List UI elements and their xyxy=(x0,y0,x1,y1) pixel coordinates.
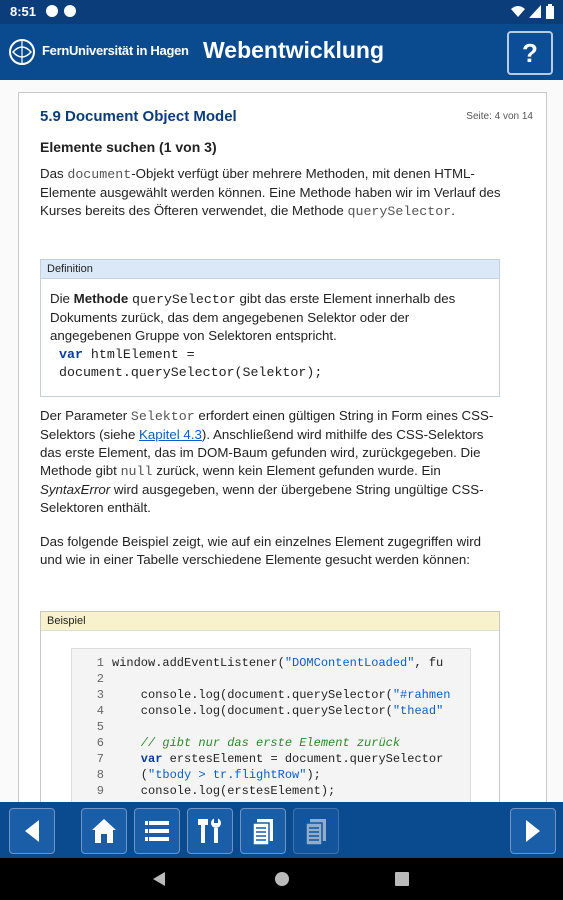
code-text: erstesElement = document.querySelector xyxy=(162,752,444,766)
notification-icon-2 xyxy=(64,5,76,17)
list-icon xyxy=(142,816,172,846)
definition-code-word: querySelector xyxy=(132,292,236,307)
param-text-2: erfordert einen gültigen String in Form eines CSS-Selektors (siehe xyxy=(40,408,494,442)
tools-button[interactable] xyxy=(187,808,233,854)
code-string: "thead" xyxy=(392,704,444,718)
content-heading: Elemente suchen (1 von 3) xyxy=(40,139,217,155)
code-text: window.addEventListener( xyxy=(112,656,285,670)
chapter-link[interactable]: Kapitel 4.3 xyxy=(139,427,202,442)
pages-icon xyxy=(248,816,278,846)
line-number: 3 xyxy=(96,688,104,702)
definition-code-line-1: htmlElement = xyxy=(82,347,195,362)
code-panel[interactable] xyxy=(71,648,471,808)
param-text-1: Der Parameter xyxy=(40,408,131,423)
code-text: , fu xyxy=(414,656,444,670)
definition-box xyxy=(40,259,500,397)
brand-name: FernUniversität in Hagen xyxy=(42,43,189,58)
param-code-selektor: Selektor xyxy=(130,409,195,424)
code-line xyxy=(72,751,471,767)
intro-text-1: Das xyxy=(40,166,68,181)
pages-button[interactable] xyxy=(240,808,286,854)
tools-icon xyxy=(195,816,225,846)
code-string: "DOMContentLoaded" xyxy=(284,656,415,670)
definition-text xyxy=(50,290,490,345)
code-line xyxy=(72,783,471,799)
code-string: "tbody > tr.flightRow" xyxy=(148,768,307,782)
code-comment: // gibt nur das erste Element zurück xyxy=(112,736,401,750)
wifi-icon xyxy=(511,5,525,18)
battery-icon xyxy=(546,4,554,19)
fernuni-logo-icon xyxy=(8,38,36,66)
line-number: 9 xyxy=(96,784,104,798)
content-card xyxy=(18,92,547,808)
definition-code-line-2: document.querySelector(Selektor); xyxy=(59,365,323,380)
intro-text-3: . xyxy=(451,203,455,218)
status-bar xyxy=(0,0,563,24)
arrow-right-icon xyxy=(518,816,548,846)
intro-paragraph xyxy=(40,165,505,221)
example-box xyxy=(40,611,500,808)
back-button[interactable] xyxy=(9,808,55,854)
param-code-null: null xyxy=(120,464,153,479)
contents-button[interactable] xyxy=(134,808,180,854)
system-back-icon[interactable] xyxy=(152,871,166,887)
code-text: console.log(document.querySelector( xyxy=(112,704,393,718)
line-number: 5 xyxy=(96,720,104,734)
definition-label: Definition xyxy=(41,260,499,279)
example-label: Beispiel xyxy=(41,612,499,631)
pages-icon xyxy=(301,816,331,846)
system-home-icon[interactable] xyxy=(274,871,290,887)
line-number: 1 xyxy=(96,656,104,670)
code-text: console.log(erstesElement); xyxy=(112,784,336,798)
code-line xyxy=(72,687,471,703)
app-bar xyxy=(0,24,563,80)
bottom-nav xyxy=(0,802,563,858)
line-number: 7 xyxy=(96,752,104,766)
intro-code-queryselector: querySelector xyxy=(347,204,452,219)
code-keyword: var xyxy=(112,752,163,766)
line-number: 8 xyxy=(96,768,104,782)
line-number: 4 xyxy=(96,704,104,718)
notification-icon xyxy=(46,5,58,17)
code-keyword-var: var xyxy=(59,347,83,362)
section-title: 5.9 Document Object Model xyxy=(40,108,237,125)
param-text-4: zurück, wenn kein Element gefunden wurde. Ein xyxy=(152,463,441,478)
definition-prefix: Die xyxy=(50,291,74,306)
code-line xyxy=(72,767,471,783)
code-string: "#rahmen xyxy=(392,688,451,702)
home-button[interactable] xyxy=(81,808,127,854)
forward-button[interactable] xyxy=(510,808,556,854)
example-intro: Das folgende Beispiel zeigt, wie auf ein einzelnes Element zugegriffen wird und wie in einer Tabelle verschiedene Elemente gesucht werden können: xyxy=(40,534,482,567)
param-syntaxerror: SyntaxError xyxy=(40,482,111,497)
param-paragraph xyxy=(40,407,505,517)
page-indicator: Seite: 4 von 14 xyxy=(466,111,533,122)
intro-code-document: document xyxy=(67,167,132,182)
code-text: console.log(document.querySelector( xyxy=(112,688,393,702)
app-title: Webentwicklung xyxy=(203,37,385,63)
code-line xyxy=(72,703,471,719)
intro-text-2: -Objekt verfügt über mehrere Methoden, mit denen HTML-Elemente ausgewählt werden können. Eine Methode haben wir im Verlauf des Kurses bereits des Öfteren verwendet, die Methode xyxy=(40,166,501,218)
code-text: ( xyxy=(112,768,149,782)
line-number: 6 xyxy=(96,736,104,750)
param-text-5: wird ausgegeben, wenn der übergebene String ungültige CSS-Selektoren enthält. xyxy=(40,482,484,515)
param-text-3: ). Anschließend wird mithilfe des CSS-Selektors das erste Element, das im DOM-Baum gefunden wird, zurückgegeben. Die Methode gibt xyxy=(40,427,484,478)
definition-code xyxy=(59,346,322,382)
signal-icon xyxy=(529,5,541,18)
arrow-left-icon xyxy=(17,816,47,846)
code-line xyxy=(72,719,471,735)
system-recents-icon[interactable] xyxy=(395,872,409,886)
status-time: 8:51 xyxy=(10,4,37,19)
code-line xyxy=(72,655,471,671)
help-button[interactable]: ? xyxy=(507,31,553,75)
pages-disabled-button[interactable] xyxy=(293,808,339,854)
code-text: ); xyxy=(306,768,321,782)
home-icon xyxy=(89,816,119,846)
code-line xyxy=(72,735,471,751)
definition-bold: Methode xyxy=(73,291,129,306)
definition-rest: gibt das erste Element innerhalb des Dokuments zurück, das dem angegebenen Selektor oder der angegebenen Gruppe von Selektoren entspricht. xyxy=(50,291,456,343)
code-line xyxy=(72,671,471,687)
system-nav-bar xyxy=(0,858,563,900)
line-number: 2 xyxy=(96,672,104,686)
